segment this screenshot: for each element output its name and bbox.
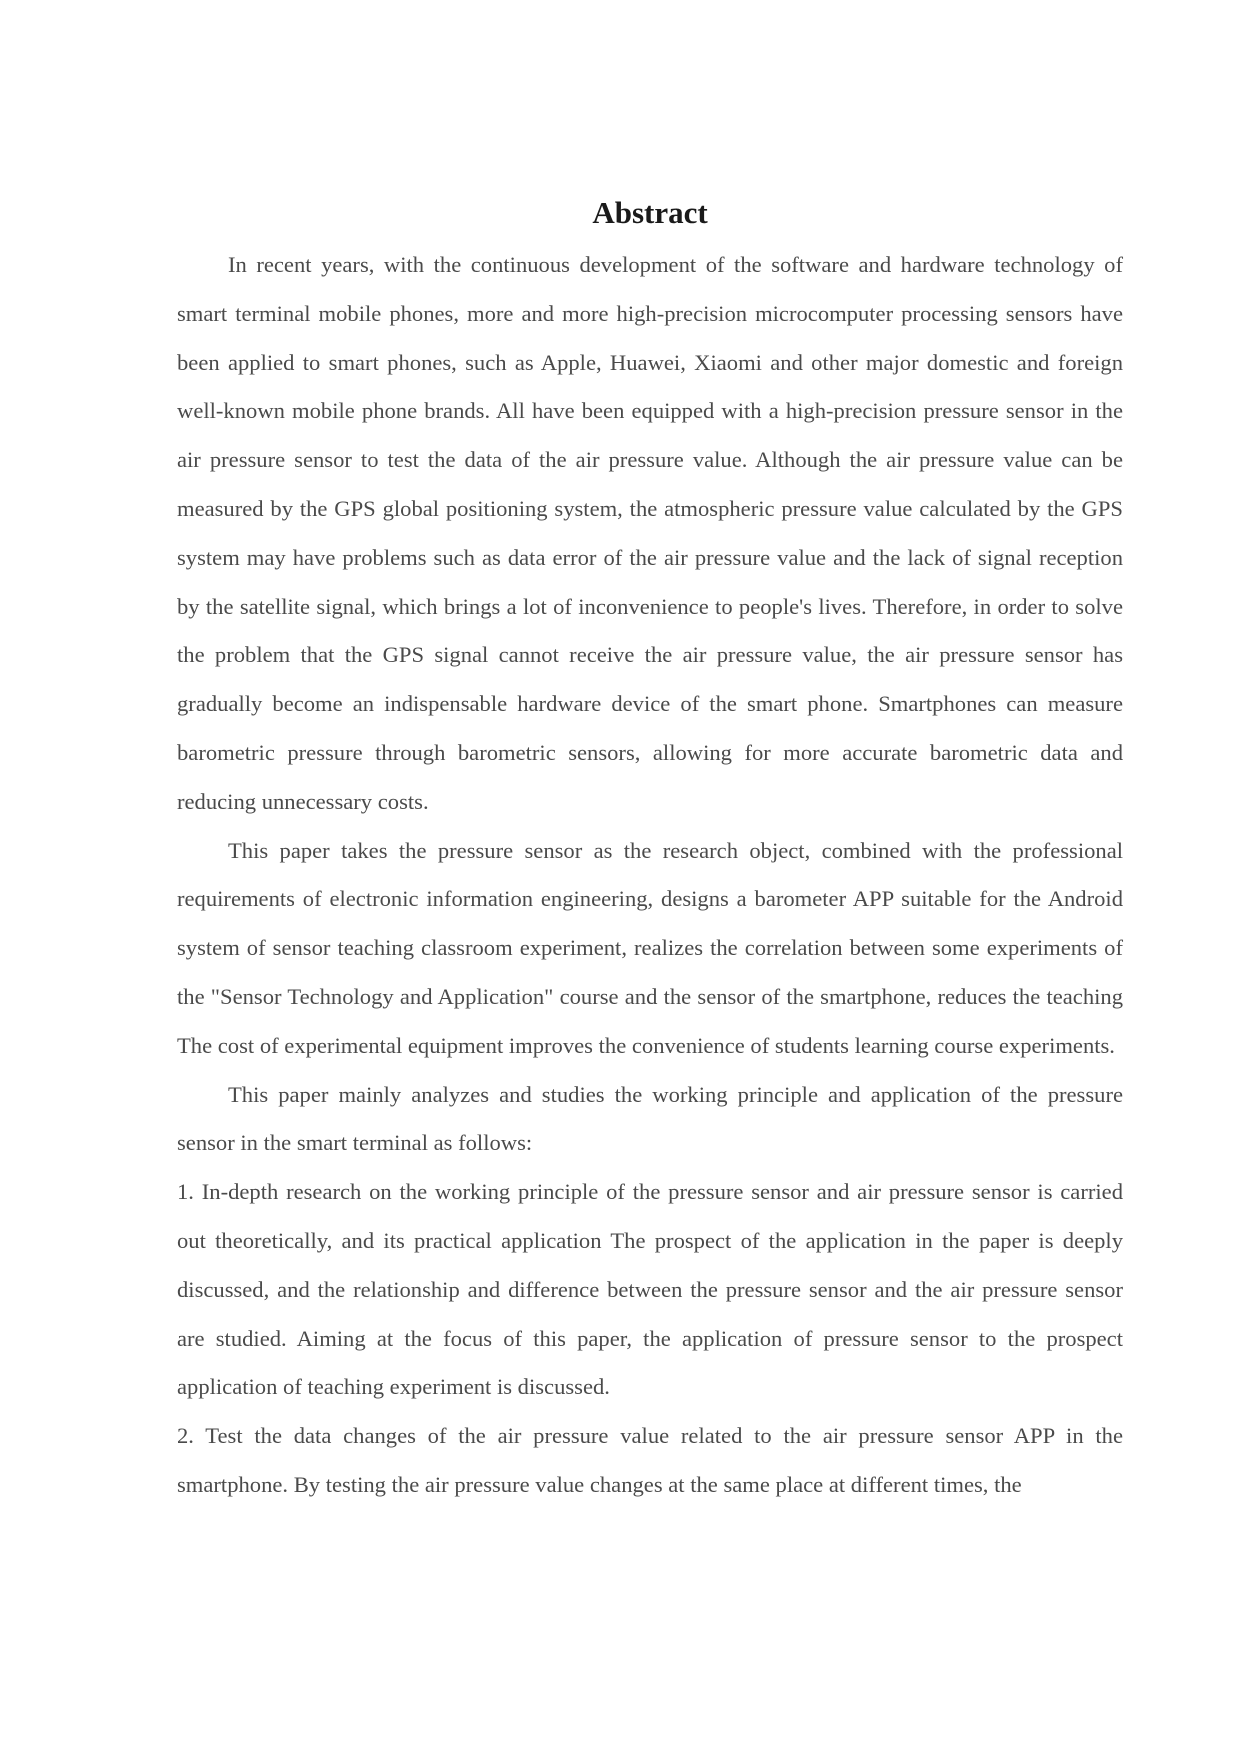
abstract-title: Abstract [592, 195, 708, 230]
abstract-paragraph-2: This paper takes the pressure sensor as the research object, combined with the professional requirements of electronic information engineering, designs a barometer APP suitable for the Android system of sensor teaching classroom experiment, realizes the correlation between some experiments of the "Sensor Technology and Application" course and the sensor of the smartphone, reduces the teaching The cost of experimental equipment improves the convenience of students learning course experiments. [177, 837, 1123, 1058]
abstract-paragraph-1: In recent years, with the continuous development of the software and hardware technology of smart terminal mobile phones, more and more high-precision microcomputer processing sensors have been applied to smart phones, such as Apple, Huawei, Xiaomi and other major domestic and foreign well-known mobile phone brands. All have been equipped with a high-precision pressure sensor in the air pressure sensor to test the data of the air pressure value. Although the air pressure value can be measured by the GPS global positioning system, the atmospheric pressure value calculated by the GPS system may have problems such as data error of the air pressure value and the lack of signal reception by the satellite signal, which brings a lot of inconvenience to people's lives. Therefore, in order to solve the problem that the GPS signal cannot receive the air pressure value, the air pressure sensor has gradually become an indispensable hardware device of the smart phone. Smartphones can measure barometric pressure through barometric sensors, allowing for more accurate barometric data and reducing unnecessary costs. [177, 252, 1123, 814]
document-content [177, 188, 1123, 1510]
abstract-list-item-1: 1. In-depth research on the working principle of the pressure sensor and air pressure sensor is carried out theoretically, and its practical application The prospect of the application in the paper is deeply discussed, and the relationship and difference between the pressure sensor and the air pressure sensor are studied. Aiming at the focus of this paper, the application of pressure sensor to the prospect application of teaching experiment is discussed. [177, 1179, 1123, 1400]
abstract-list-item-2: 2. Test the data changes of the air pressure value related to the air pressure sensor APP in the smartphone. By testing the air pressure value changes at the same place at different times, the [177, 1423, 1123, 1497]
abstract-paragraph-3: This paper mainly analyzes and studies the working principle and application of the pressure sensor in the smart terminal as follows: [177, 1081, 1123, 1156]
